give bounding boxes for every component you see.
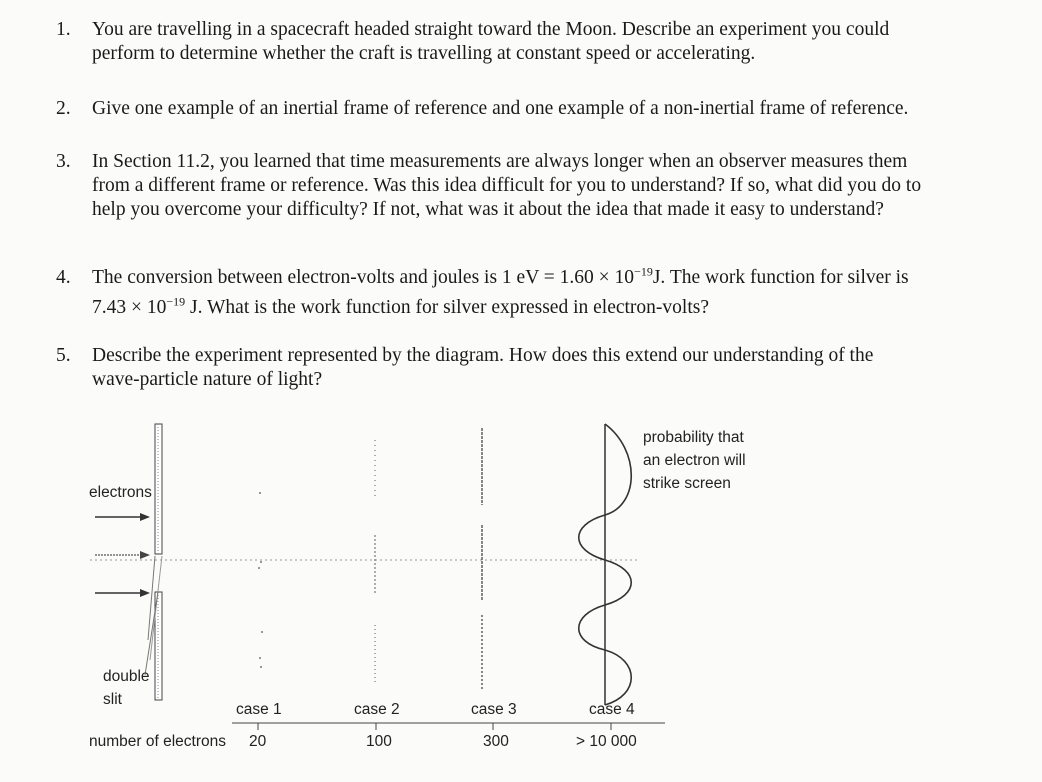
diagram-graphics [0,410,1042,782]
probability-label [643,426,746,495]
question-line: Give one example of an inertial frame of reference and one example of a non-inertial frame of reference. [92,98,909,119]
exponent: −19 [166,294,186,309]
text-segment: The conversion between electron-volts and joules is 1 eV = 1.60 × 10 [92,267,635,288]
question-number: 1. [56,19,71,40]
case-1-screen [258,492,263,668]
text-segment: 7.43 × 10 [92,297,167,318]
question-line: from a different frame or reference. Was this idea difficult for you to understand? If so, what did you do to [92,175,922,196]
question-line [92,263,1006,293]
case-3-label: case 3 [471,701,517,718]
double-slit-diagram [0,410,1042,782]
text-segment: J. What is the work function for silver expressed in electron-volts? [185,297,709,318]
question-text [92,150,1006,222]
question-line: perform to determine whether the craft is travelling at constant speed or accelerating. [92,43,756,64]
double-slit-label: slit [103,691,122,708]
probability-line: strike screen [643,475,731,492]
question-text [92,344,1006,392]
question-line: You are travelling in a spacecraft headed straight toward the Moon. Describe an experiment you could [92,19,890,40]
question-5 [56,344,1006,392]
count-case-1: 20 [249,733,267,750]
question-1 [56,18,1006,66]
question-2 [56,97,1006,121]
count-case-3: 300 [483,733,509,750]
question-4 [56,263,1006,323]
probability-line: probability that [643,429,744,446]
case-4-screen [579,424,632,705]
question-line [92,293,1006,323]
question-number: 4. [56,267,71,288]
question-number: 5. [56,345,71,366]
question-line: wave-particle nature of light? [92,369,323,390]
question-text [92,263,1006,323]
number-of-electrons-label: number of electrons [89,733,226,750]
electron-arrows [95,513,150,597]
question-line: help you overcome your difficulty? If not, what was it about the idea that made it easy to understand? [92,199,884,220]
text-segment: J. The work function for silver is [652,267,909,288]
double-slit-label: double [103,668,150,685]
question-text [92,18,1006,66]
number-axis [232,723,665,730]
case-4-label: case 4 [589,701,635,718]
case-2-label: case 2 [354,701,400,718]
probability-line: an electron will [643,452,746,469]
count-case-4: > 10 000 [576,733,637,750]
question-text [92,97,1006,121]
exponent: −19 [634,264,653,279]
question-number: 3. [56,151,71,172]
question-line: In Section 11.2, you learned that time measurements are always longer when an observer measures them [92,151,908,172]
case-1-label: case 1 [236,701,282,718]
electrons-label: electrons [89,484,152,501]
question-line: Describe the experiment represented by the diagram. How does this extend our understanding of the [92,345,874,366]
question-number: 2. [56,98,71,119]
double-slit-barrier [145,424,162,700]
question-3 [56,150,1006,222]
count-case-2: 100 [366,733,392,750]
